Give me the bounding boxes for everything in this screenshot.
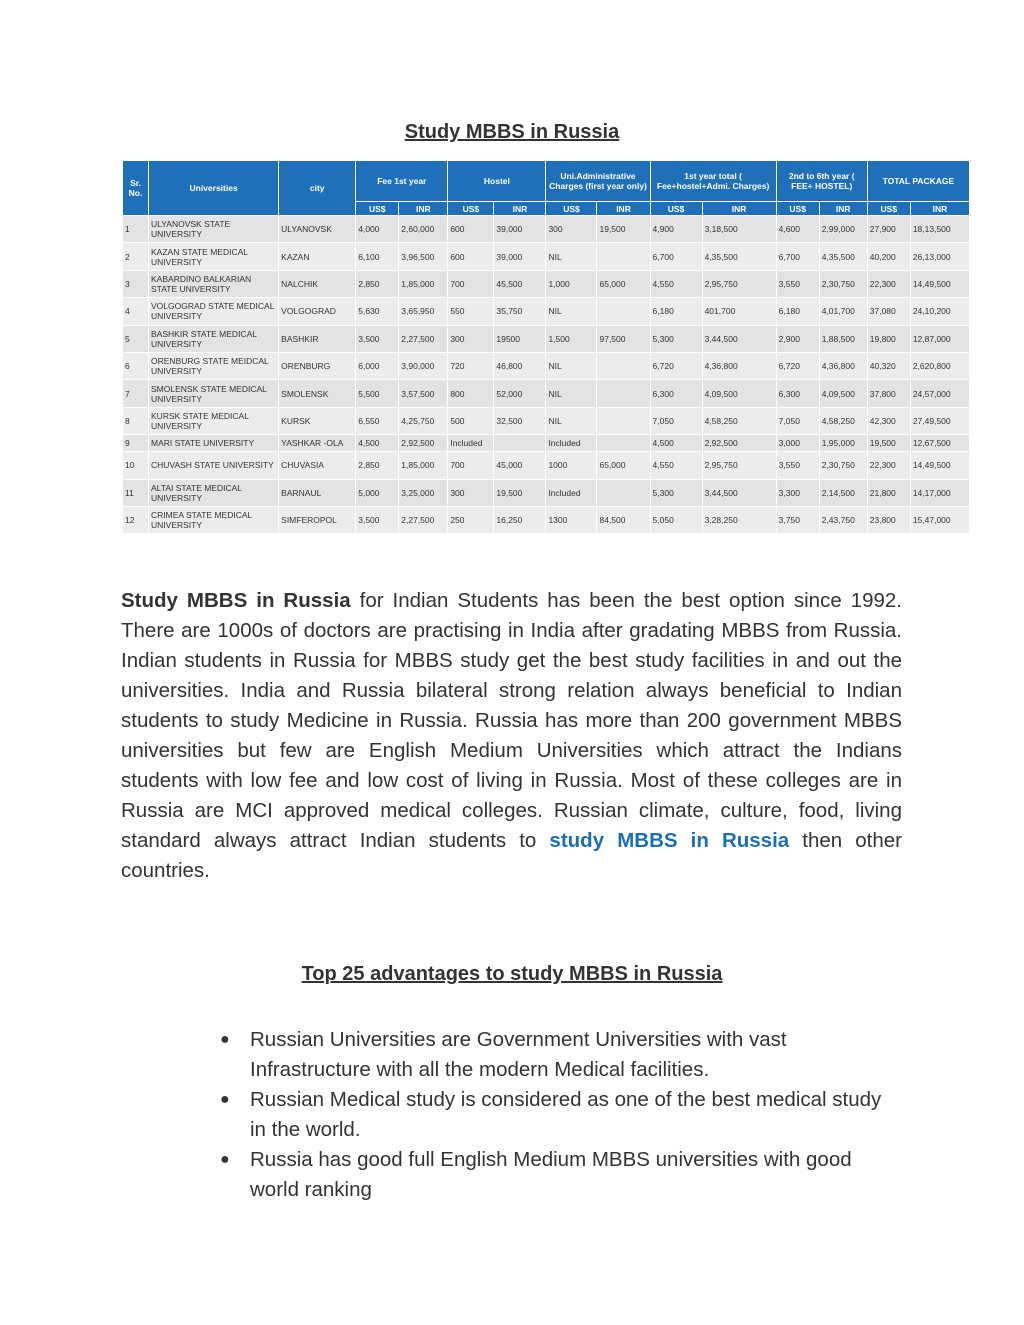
cell-first-inr: 2,92,500 [702,435,776,452]
study-mbbs-link[interactable]: study MBBS in Russia [549,829,790,852]
header-second-to-sixth: 2nd to 6th year ( FEE+ HOSTEL) [776,161,867,202]
list-item-text: Russian Universities are Government Universities with vast Infrastructure with all the modern Medical facilities. [250,1028,787,1081]
cell-first-usd: 4,550 [650,270,702,297]
cell-later-usd: 3,300 [776,479,819,506]
cell-first-inr: 4,58,250 [702,407,776,434]
cell-sr: 4 [123,298,149,325]
cell-later-usd: 6,300 [776,380,819,407]
cell-fee-usd: 4,500 [356,435,399,452]
list-item [220,1145,900,1205]
bullet-icon: ● [220,1151,230,1168]
cell-first-usd: 7,050 [650,407,702,434]
cell-hostel-inr: 35,750 [494,298,546,325]
cell-sr: 12 [123,506,149,533]
cell-hostel-usd: 600 [448,216,494,243]
cell-city: NALCHIK [279,270,356,297]
cell-total-inr: 24,57,000 [910,380,969,407]
header-currency-usd: US$ [448,202,494,216]
cell-uni: VOLGOGRAD STATE MEDICAL UNIVERSITY [149,298,279,325]
cell-city: BARNAUL [279,479,356,506]
table-row [123,216,970,243]
cell-uni: CHUVASH STATE UNIVERSITY [149,452,279,479]
cell-first-usd: 6,720 [650,352,702,379]
cell-later-inr: 2,43,750 [819,506,867,533]
header-universities: Universities [149,161,279,216]
cell-fee-usd: 2,850 [356,452,399,479]
bullet-icon: ● [220,1031,230,1048]
cell-sr: 3 [123,270,149,297]
cell-fee-inr: 2,27,500 [399,506,448,533]
cell-city: KURSK [279,407,356,434]
cell-city: SMOLENSK [279,380,356,407]
cell-sr: 2 [123,243,149,270]
table-row [123,270,970,297]
table-row [123,243,970,270]
cell-admin-inr [597,352,650,379]
cell-total-inr: 14,17,000 [910,479,969,506]
cell-admin-usd: NIL [546,298,597,325]
cell-uni: CRIMEA STATE MEDICAL UNIVERSITY [149,506,279,533]
cell-first-inr: 4,36,800 [702,352,776,379]
list-item [220,1085,900,1145]
cell-fee-inr: 2,60,000 [399,216,448,243]
table-row [123,452,970,479]
cell-fee-inr: 1,85,000 [399,452,448,479]
header-currency-inr: INR [399,202,448,216]
cell-admin-inr: 65,000 [597,270,650,297]
cell-fee-usd: 2,850 [356,270,399,297]
cell-hostel-inr: 46,800 [494,352,546,379]
list-item [220,1025,900,1085]
cell-later-usd: 3,000 [776,435,819,452]
table-row [123,298,970,325]
advantages-list [220,1025,900,1205]
cell-fee-inr: 4,25,750 [399,407,448,434]
advantages-title: Top 25 advantages to study MBBS in Russia [301,963,723,985]
cell-later-usd: 4,600 [776,216,819,243]
cell-admin-usd: 300 [546,216,597,243]
table-row [123,407,970,434]
header-currency-inr: INR [702,202,776,216]
cell-fee-inr: 3,57,500 [399,380,448,407]
cell-admin-usd: NIL [546,380,597,407]
cell-uni: KABARDINO BALKARIAN STATE UNIVERSITY [149,270,279,297]
cell-total-inr: 14,49,500 [910,270,969,297]
cell-hostel-inr: 39,000 [494,243,546,270]
header-hostel: Hostel [448,161,546,202]
cell-city: SIMFEROPOL [279,506,356,533]
cell-hostel-inr: 52,000 [494,380,546,407]
cell-later-inr: 1,95,000 [819,435,867,452]
cell-first-inr: 4,35,500 [702,243,776,270]
cell-total-usd: 27,900 [867,216,910,243]
cell-sr: 10 [123,452,149,479]
cell-total-usd: 40,200 [867,243,910,270]
cell-city: CHUVASIA [279,452,356,479]
cell-fee-usd: 5,630 [356,298,399,325]
cell-fee-inr: 1,85,000 [399,270,448,297]
cell-sr: 11 [123,479,149,506]
cell-total-inr: 26,13,000 [910,243,969,270]
cell-hostel-inr: 45,500 [494,270,546,297]
cell-sr: 7 [123,380,149,407]
cell-uni: ALTAI STATE MEDICAL UNIVERSITY [149,479,279,506]
bullet-icon: ● [220,1091,230,1108]
cell-admin-inr [597,298,650,325]
cell-hostel-usd: 700 [448,452,494,479]
cell-total-inr: 24,10,200 [910,298,969,325]
cell-admin-usd: 1,500 [546,325,597,352]
fee-table [122,160,970,534]
cell-hostel-inr: 19500 [494,325,546,352]
cell-first-inr: 3,44,500 [702,479,776,506]
header-total-package: TOTAL PACKAGE [867,161,969,202]
cell-later-usd: 2,900 [776,325,819,352]
cell-uni: BASHKIR STATE MEDICAL UNIVERSITY [149,325,279,352]
cell-fee-usd: 4,000 [356,216,399,243]
cell-admin-inr [597,380,650,407]
cell-first-usd: 4,500 [650,435,702,452]
table-row [123,325,970,352]
cell-total-usd: 22,300 [867,452,910,479]
table-row [123,479,970,506]
cell-hostel-usd: 500 [448,407,494,434]
cell-hostel-usd: 300 [448,325,494,352]
cell-city: VOLGOGRAD [279,298,356,325]
cell-city: BASHKIR [279,325,356,352]
cell-total-usd: 23,800 [867,506,910,533]
cell-city: ORENBURG [279,352,356,379]
header-currency-usd: US$ [546,202,597,216]
cell-total-usd: 19,800 [867,325,910,352]
intro-body: for Indian Students has been the best option since 1992. There are 1000s of doctors are practising in India after gradating MBBS from Russia. Indian students in Russia for MBBS study get the best study facilities in and out the universities. India and Russia bilateral strong relation always beneficial to Indian students to study Medicine in Russia. Russia has more than 200 government MBBS universities but few are English Medium Universities which attract the Indians students with low fee and low cost of living in Russia. Most of these colleges are in Russia are MCI approved medical colleges. Russian climate, culture, food, living standard always attract Indian students to [121,589,902,852]
cell-total-inr: 15,47,000 [910,506,969,533]
cell-total-usd: 22,300 [867,270,910,297]
cell-admin-usd: Included [546,435,597,452]
cell-admin-usd: NIL [546,243,597,270]
header-currency-usd: US$ [356,202,399,216]
header-currency-inr: INR [910,202,969,216]
cell-admin-inr [597,407,650,434]
cell-fee-inr: 3,65,950 [399,298,448,325]
cell-first-inr: 2,95,750 [702,452,776,479]
cell-later-inr: 4,35,500 [819,243,867,270]
cell-fee-usd: 5,000 [356,479,399,506]
cell-hostel-usd: 720 [448,352,494,379]
cell-first-usd: 5,050 [650,506,702,533]
header-currency-inr: INR [494,202,546,216]
cell-hostel-inr: 19,500 [494,479,546,506]
cell-later-usd: 6,700 [776,243,819,270]
cell-fee-usd: 6,100 [356,243,399,270]
cell-sr: 9 [123,435,149,452]
cell-hostel-usd: 250 [448,506,494,533]
cell-fee-usd: 5,500 [356,380,399,407]
cell-first-inr: 3,44,500 [702,325,776,352]
cell-fee-inr: 2,92,500 [399,435,448,452]
cell-uni: KAZAN STATE MEDICAL UNIVERSITY [149,243,279,270]
cell-uni: MARI STATE UNIVERSITY [149,435,279,452]
cell-later-inr: 2,30,750 [819,270,867,297]
cell-admin-usd: 1000 [546,452,597,479]
cell-admin-inr: 65,000 [597,452,650,479]
cell-fee-inr: 3,25,000 [399,479,448,506]
cell-fee-usd: 3,500 [356,325,399,352]
cell-later-inr: 4,36,800 [819,352,867,379]
header-sr-no: Sr. No. [123,161,149,216]
cell-city: ULYANOVSK [279,216,356,243]
cell-later-usd: 7,050 [776,407,819,434]
cell-first-usd: 6,300 [650,380,702,407]
cell-uni: ULYANOVSK STATE UNIVERSITY [149,216,279,243]
cell-first-inr: 401,700 [702,298,776,325]
header-currency-usd: US$ [650,202,702,216]
cell-sr: 8 [123,407,149,434]
cell-admin-inr: 19,500 [597,216,650,243]
cell-later-usd: 6,720 [776,352,819,379]
cell-sr: 5 [123,325,149,352]
cell-uni: KURSK STATE MEDICAL UNIVERSITY [149,407,279,434]
intro-tail: then other countries. [121,829,903,882]
cell-later-usd: 3,750 [776,506,819,533]
cell-admin-usd: 1300 [546,506,597,533]
cell-total-inr: 27,49,500 [910,407,969,434]
cell-sr: 1 [123,216,149,243]
table-row [123,506,970,533]
cell-admin-usd: 1,000 [546,270,597,297]
cell-total-usd: 40,320 [867,352,910,379]
cell-later-inr: 2,14,500 [819,479,867,506]
intro-paragraph [121,586,902,886]
cell-total-usd: 42,300 [867,407,910,434]
cell-uni: ORENBURG STATE MEIDCAL UNIVERSITY [149,352,279,379]
header-city: city [279,161,356,216]
cell-admin-usd: NIL [546,407,597,434]
cell-hostel-inr: 45,000 [494,452,546,479]
cell-first-usd: 5,300 [650,325,702,352]
cell-city: KAZAN [279,243,356,270]
cell-later-usd: 6,180 [776,298,819,325]
cell-first-usd: 6,180 [650,298,702,325]
cell-fee-usd: 3,500 [356,506,399,533]
cell-fee-inr: 2,27,500 [399,325,448,352]
cell-admin-inr: 97,500 [597,325,650,352]
cell-fee-usd: 6,550 [356,407,399,434]
cell-hostel-usd: 800 [448,380,494,407]
cell-uni: SMOLENSK STATE MEDICAL UNIVERSITY [149,380,279,407]
header-admin-charges: Uni.Administrative Charges (first year only) [546,161,650,202]
cell-total-usd: 37,800 [867,380,910,407]
cell-total-usd: 21,800 [867,479,910,506]
cell-admin-inr [597,479,650,506]
cell-first-inr: 2,95,750 [702,270,776,297]
cell-city: YASHKAR -OLA [279,435,356,452]
cell-first-inr: 4,09,500 [702,380,776,407]
cell-hostel-usd: 550 [448,298,494,325]
cell-admin-inr [597,435,650,452]
cell-hostel-usd: 600 [448,243,494,270]
cell-first-inr: 3,18,500 [702,216,776,243]
cell-admin-usd: NIL [546,352,597,379]
cell-hostel-inr: 39,000 [494,216,546,243]
cell-hostel-usd: 300 [448,479,494,506]
table-row [123,380,970,407]
cell-later-usd: 3,550 [776,270,819,297]
cell-total-inr: 14,49,500 [910,452,969,479]
table-row [123,435,970,452]
cell-total-inr: 12,87,000 [910,325,969,352]
cell-fee-inr: 3,90,000 [399,352,448,379]
cell-first-usd: 5,300 [650,479,702,506]
page-title: Study MBBS in Russia [404,121,620,143]
header-fee-first-year: Fee 1st year [356,161,448,202]
cell-fee-inr: 3,96,500 [399,243,448,270]
cell-total-usd: 37,080 [867,298,910,325]
cell-admin-usd: Included [546,479,597,506]
header-first-year-total: 1st year total ( Fee+hostel+Admi. Charges) [650,161,776,202]
intro-lead: Study MBBS in Russia [121,589,351,612]
cell-fee-usd: 6,000 [356,352,399,379]
header-currency-usd: US$ [776,202,819,216]
header-currency-inr: INR [597,202,650,216]
cell-first-usd: 4,900 [650,216,702,243]
cell-later-inr: 1,88,500 [819,325,867,352]
cell-total-inr: 2,620,800 [910,352,969,379]
cell-later-inr: 2,99,000 [819,216,867,243]
cell-later-inr: 4,58,250 [819,407,867,434]
cell-hostel-inr: 32,500 [494,407,546,434]
cell-hostel-inr: 16,250 [494,506,546,533]
cell-total-inr: 12,67,500 [910,435,969,452]
cell-first-usd: 4,550 [650,452,702,479]
cell-later-inr: 4,09,500 [819,380,867,407]
cell-later-inr: 2,30,750 [819,452,867,479]
fee-table-body [123,216,970,534]
cell-admin-inr: 84,500 [597,506,650,533]
header-currency-usd: US$ [867,202,910,216]
cell-total-usd: 19,500 [867,435,910,452]
cell-first-inr: 3,28,250 [702,506,776,533]
cell-sr: 6 [123,352,149,379]
cell-first-usd: 6,700 [650,243,702,270]
list-item-text: Russian Medical study is considered as one of the best medical study in the world. [250,1088,882,1141]
cell-hostel-inr [494,435,546,452]
cell-later-usd: 3,550 [776,452,819,479]
cell-hostel-usd: 700 [448,270,494,297]
list-item-text: Russia has good full English Medium MBBS universities with good world ranking [250,1148,852,1201]
table-row [123,352,970,379]
cell-total-inr: 18,13,500 [910,216,969,243]
header-currency-inr: INR [819,202,867,216]
cell-admin-inr [597,243,650,270]
cell-later-inr: 4,01,700 [819,298,867,325]
cell-hostel-usd: Included [448,435,494,452]
